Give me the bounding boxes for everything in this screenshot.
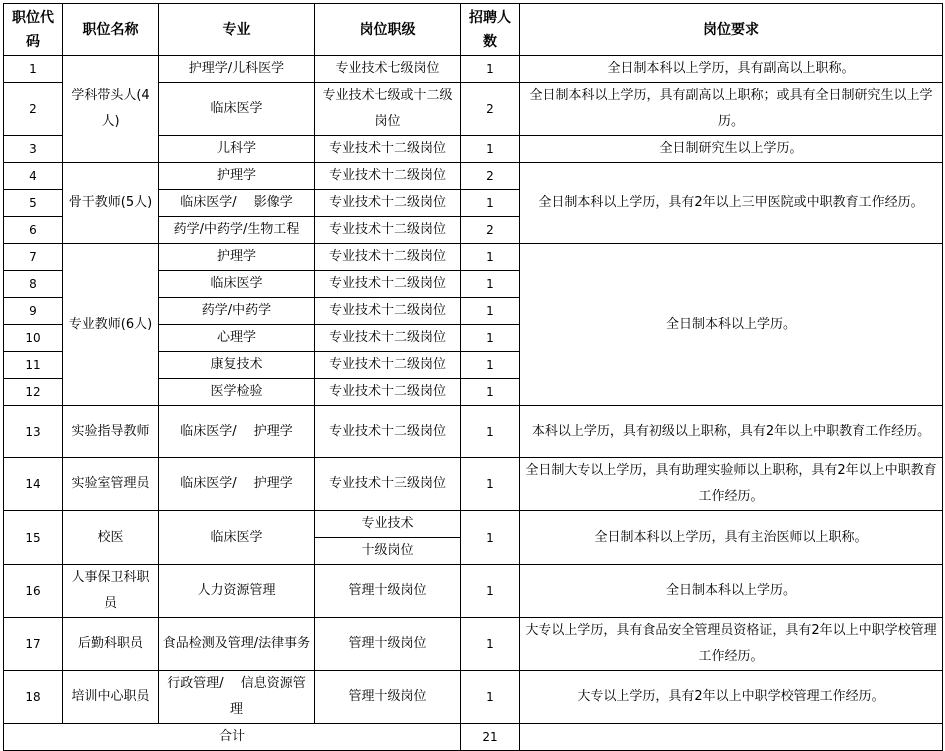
table-row — [4, 406, 943, 458]
code-cell: 2 — [4, 83, 63, 136]
header-row — [4, 4, 943, 56]
level-cell: 管理十级岗位 — [315, 671, 461, 724]
major-cell: 护理学 — [159, 163, 315, 190]
code-cell: 16 — [4, 565, 63, 618]
count-cell: 1 — [461, 618, 520, 671]
total-label: 合计 — [4, 724, 461, 751]
major-cell: 临床医学/ 护理学 — [159, 406, 315, 458]
major-cell: 护理学 — [159, 244, 315, 271]
count-cell: 1 — [461, 190, 520, 217]
position-cell: 培训中心职员 — [63, 671, 159, 724]
level-cell: 专业技术十二级岗位 — [315, 244, 461, 271]
count-cell: 1 — [461, 458, 520, 511]
level-cell: 专业技术十二级岗位 — [315, 190, 461, 217]
code-cell: 6 — [4, 217, 63, 244]
requirement-cell: 全日制本科以上学历，具有副高以上职称；或具有全日制研究生以上学历。 — [520, 83, 943, 136]
table-row — [4, 56, 943, 83]
requirement-cell: 大专以上学历，具有食品安全管理员资格证，具有2年以上中职学校管理工作经历。 — [520, 618, 943, 671]
position-cell: 骨干教师(5人) — [63, 163, 159, 244]
level-cell: 专业技术十三级岗位 — [315, 458, 461, 511]
header-requirement: 岗位要求 — [520, 4, 943, 56]
table-row — [4, 565, 943, 618]
code-cell: 13 — [4, 406, 63, 458]
count-cell: 1 — [461, 244, 520, 271]
level-cell: 专业技术十二级岗位 — [315, 379, 461, 406]
total-count: 21 — [461, 724, 520, 751]
code-cell: 17 — [4, 618, 63, 671]
requirement-cell: 全日制研究生以上学历。 — [520, 136, 943, 163]
total-row — [4, 724, 943, 751]
count-cell: 1 — [461, 406, 520, 458]
count-cell: 2 — [461, 163, 520, 190]
level-cell: 专业技术十二级岗位 — [315, 163, 461, 190]
position-cell: 实验指导教师 — [63, 406, 159, 458]
count-cell: 1 — [461, 271, 520, 298]
table-row — [4, 511, 943, 538]
requirement-cell: 全日制本科以上学历，具有副高以上职称。 — [520, 56, 943, 83]
level-cell: 专业技术十二级岗位 — [315, 136, 461, 163]
count-cell: 1 — [461, 298, 520, 325]
table-row — [4, 458, 943, 511]
count-cell: 2 — [461, 217, 520, 244]
code-cell: 11 — [4, 352, 63, 379]
major-cell: 人力资源管理 — [159, 565, 315, 618]
code-cell: 10 — [4, 325, 63, 352]
position-cell: 专业教师(6人) — [63, 244, 159, 406]
header-count: 招聘人数 — [461, 4, 520, 56]
code-cell: 18 — [4, 671, 63, 724]
requirement-cell: 全日制本科以上学历，具有2年以上三甲医院或中职教育工作经历。 — [520, 163, 943, 244]
code-cell: 4 — [4, 163, 63, 190]
table-row — [4, 244, 943, 271]
major-cell: 临床医学 — [159, 511, 315, 565]
major-cell: 临床医学/ 影像学 — [159, 190, 315, 217]
code-cell: 3 — [4, 136, 63, 163]
code-cell: 5 — [4, 190, 63, 217]
table-row — [4, 671, 943, 724]
table-row — [4, 163, 943, 190]
count-cell: 1 — [461, 379, 520, 406]
level-cell-top: 专业技术 — [315, 511, 461, 538]
position-cell: 校医 — [63, 511, 159, 565]
major-cell: 临床医学 — [159, 271, 315, 298]
major-cell: 康复技术 — [159, 352, 315, 379]
major-cell: 食品检测及管理/法律事务 — [159, 618, 315, 671]
major-cell: 临床医学/ 护理学 — [159, 458, 315, 511]
level-cell: 专业技术十二级岗位 — [315, 352, 461, 379]
position-cell: 实验室管理员 — [63, 458, 159, 511]
major-cell: 心理学 — [159, 325, 315, 352]
code-cell: 7 — [4, 244, 63, 271]
level-cell: 专业技术七级岗位 — [315, 56, 461, 83]
major-cell: 临床医学 — [159, 83, 315, 136]
count-cell: 2 — [461, 83, 520, 136]
code-cell: 8 — [4, 271, 63, 298]
header-name: 职位名称 — [63, 4, 159, 56]
code-cell: 1 — [4, 56, 63, 83]
position-cell: 人事保卫科职员 — [63, 565, 159, 618]
code-cell: 9 — [4, 298, 63, 325]
count-cell: 1 — [461, 671, 520, 724]
count-cell: 1 — [461, 136, 520, 163]
header-major: 专业 — [159, 4, 315, 56]
level-cell: 专业技术十二级岗位 — [315, 325, 461, 352]
level-cell: 管理十级岗位 — [315, 565, 461, 618]
level-cell: 专业技术十二级岗位 — [315, 217, 461, 244]
major-cell: 药学/中药学/生物工程 — [159, 217, 315, 244]
requirement-cell: 全日制大专以上学历，具有助理实验师以上职称，具有2年以上中职教育工作经历。 — [520, 458, 943, 511]
major-cell: 医学检验 — [159, 379, 315, 406]
code-cell: 14 — [4, 458, 63, 511]
count-cell: 1 — [461, 325, 520, 352]
count-cell: 1 — [461, 352, 520, 379]
level-cell: 管理十级岗位 — [315, 618, 461, 671]
position-cell: 学科带头人(4人) — [63, 56, 159, 163]
position-cell: 后勤科职员 — [63, 618, 159, 671]
count-cell: 1 — [461, 565, 520, 618]
total-empty — [520, 724, 943, 751]
major-cell: 药学/中药学 — [159, 298, 315, 325]
code-cell: 12 — [4, 379, 63, 406]
requirement-cell: 本科以上学历，具有初级以上职称，具有2年以上中职教育工作经历。 — [520, 406, 943, 458]
count-cell: 1 — [461, 56, 520, 83]
count-cell: 1 — [461, 511, 520, 565]
header-level: 岗位职级 — [315, 4, 461, 56]
level-cell: 专业技术十二级岗位 — [315, 298, 461, 325]
table-row — [4, 618, 943, 671]
level-cell: 专业技术十二级岗位 — [315, 406, 461, 458]
recruitment-table — [3, 3, 943, 751]
requirement-cell: 全日制本科以上学历，具有主治医师以上职称。 — [520, 511, 943, 565]
level-cell: 专业技术十二级岗位 — [315, 271, 461, 298]
level-cell-bottom: 十级岗位 — [315, 538, 461, 565]
header-code: 职位代码 — [4, 4, 63, 56]
major-cell: 儿科学 — [159, 136, 315, 163]
code-cell: 15 — [4, 511, 63, 565]
major-cell: 行政管理/ 信息资源管理 — [159, 671, 315, 724]
requirement-cell: 大专以上学历，具有2年以上中职学校管理工作经历。 — [520, 671, 943, 724]
level-cell: 专业技术七级或十二级岗位 — [315, 83, 461, 136]
requirement-cell: 全日制本科以上学历。 — [520, 565, 943, 618]
requirement-cell: 全日制本科以上学历。 — [520, 244, 943, 406]
major-cell: 护理学/儿科医学 — [159, 56, 315, 83]
